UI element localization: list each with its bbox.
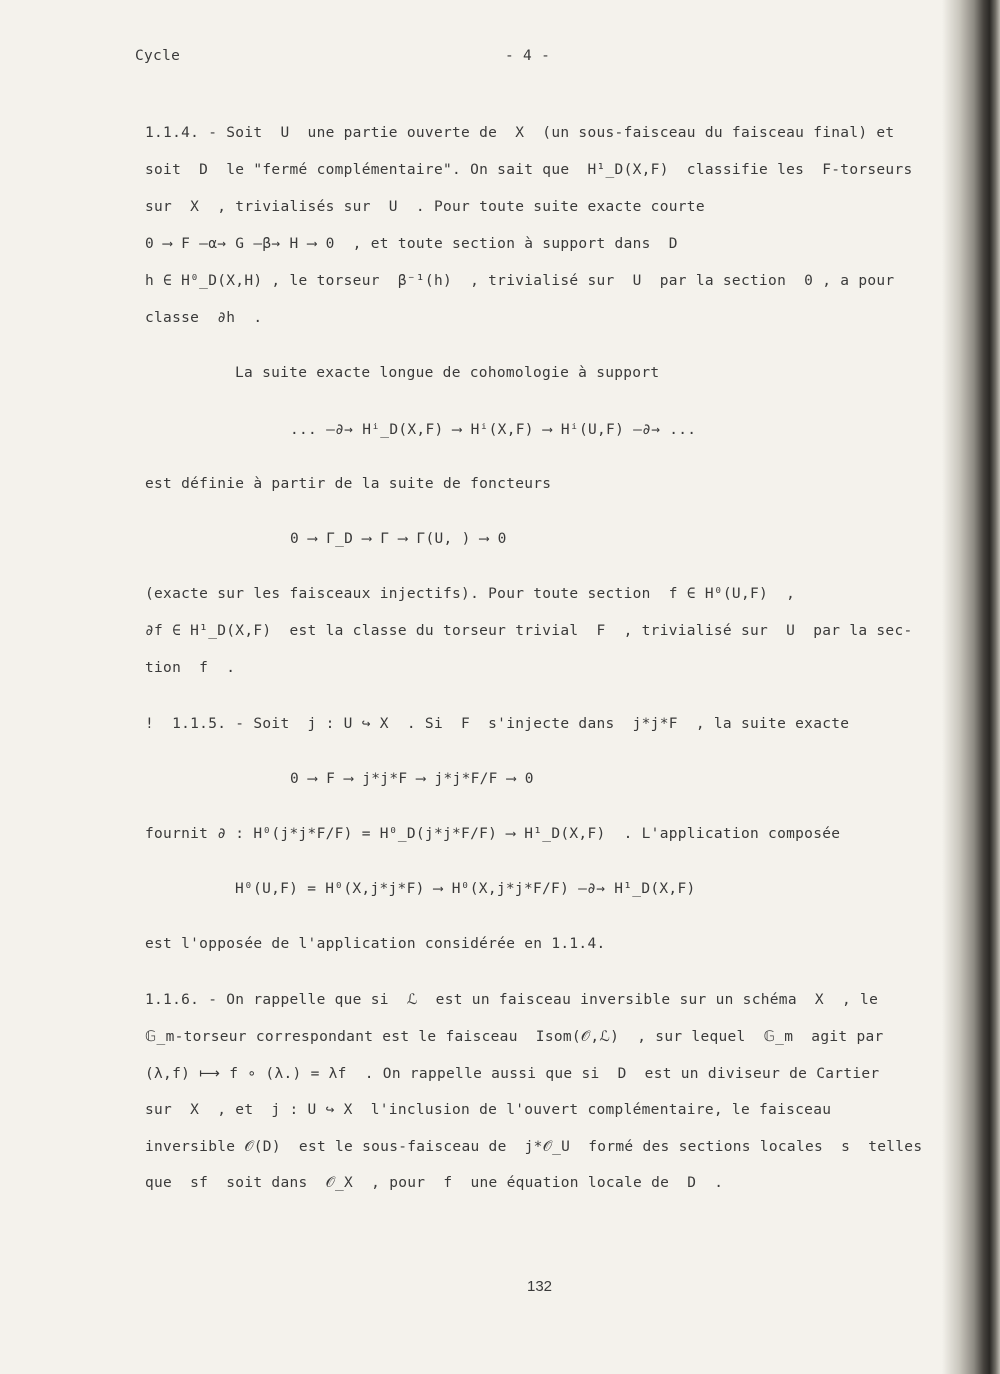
text-line: inversible 𝒪(D) est le sous-faisceau de j*𝒪_U formé des sections locales s telles — [145, 1139, 923, 1155]
composition-formula: H⁰(U,F) = H⁰(X,j*j*F) ⟶ H⁰(X,j*j*F/F) –∂→ H¹_D(X,F) — [235, 881, 696, 897]
text-line: classe ∂h . — [145, 310, 263, 326]
text-line: h ∈ H⁰_D(X,H) , le torseur β⁻¹(h) , trivialisé sur U par la section 0 , a pour — [145, 273, 895, 289]
text-line: La suite exacte longue de cohomologie à support — [235, 365, 660, 381]
text-line: ! 1.1.5. - Soit j : U ↪ X . Si F s'injecte dans j*j*F , la suite exacte — [145, 716, 850, 732]
functor-sequence: 0 ⟶ Γ_D ⟶ Γ ⟶ Γ(U, ) ⟶ 0 — [290, 531, 507, 547]
text-line: (λ,f) ⟼ f ∘ (λ.) = λf . On rappelle aussi que si D est un diviseur de Cartier — [145, 1066, 880, 1082]
page-number: 132 — [527, 1278, 553, 1295]
text-line: est définie à partir de la suite de foncteurs — [145, 476, 552, 492]
running-title: Cycle — [135, 48, 181, 64]
text-line: ∂f ∈ H¹_D(X,F) est la classe du torseur trivial F , trivialisé sur U par la sec- — [145, 623, 913, 639]
text-line: 1.1.4. - Soit U une partie ouverte de X (un sous-faisceau du faisceau final) et — [145, 125, 895, 141]
long-exact-sequence: ... –∂→ Hⁱ_D(X,F) ⟶ Hⁱ(X,F) ⟶ Hⁱ(U,F) –∂→ ... — [290, 422, 697, 438]
text-line: que sf soit dans 𝒪_X , pour f une équation locale de D . — [145, 1175, 724, 1191]
text-line: est l'opposée de l'application considérée en 1.1.4. — [145, 936, 606, 952]
text-line: 1.1.6. - On rappelle que si ℒ est un faisceau inversible sur un schéma X , le — [145, 992, 879, 1008]
page-marker: - 4 - — [505, 48, 551, 64]
exact-sequence: 0 ⟶ F ⟶ j*j*F ⟶ j*j*F/F ⟶ 0 — [290, 771, 534, 787]
text-line: soit D le "fermé complémentaire". On sait que H¹_D(X,F) classifie les F-torseurs — [145, 162, 913, 178]
text-line: (exacte sur les faisceaux injectifs). Pour toute section f ∈ H⁰(U,F) , — [145, 586, 796, 602]
text-line: sur X , et j : U ↪ X l'inclusion de l'ouvert complémentaire, le faisceau — [145, 1102, 832, 1118]
scan-shadow-edge — [942, 0, 1000, 1374]
text-line: sur X , trivialisés sur U . Pour toute suite exacte courte — [145, 199, 705, 215]
text-line: tion f . — [145, 660, 236, 676]
text-line: 𝔾_m-torseur correspondant est le faisceau Isom(𝒪,ℒ) , sur lequel 𝔾_m agit par — [145, 1029, 884, 1045]
text-line: fournit ∂ : H⁰(j*j*F/F) = H⁰_D(j*j*F/F) ⟶ H¹_D(X,F) . L'application composée — [145, 826, 841, 842]
exact-sequence-line: 0 ⟶ F –α→ G –β→ H ⟶ 0 , et toute section à support dans D — [145, 236, 678, 252]
